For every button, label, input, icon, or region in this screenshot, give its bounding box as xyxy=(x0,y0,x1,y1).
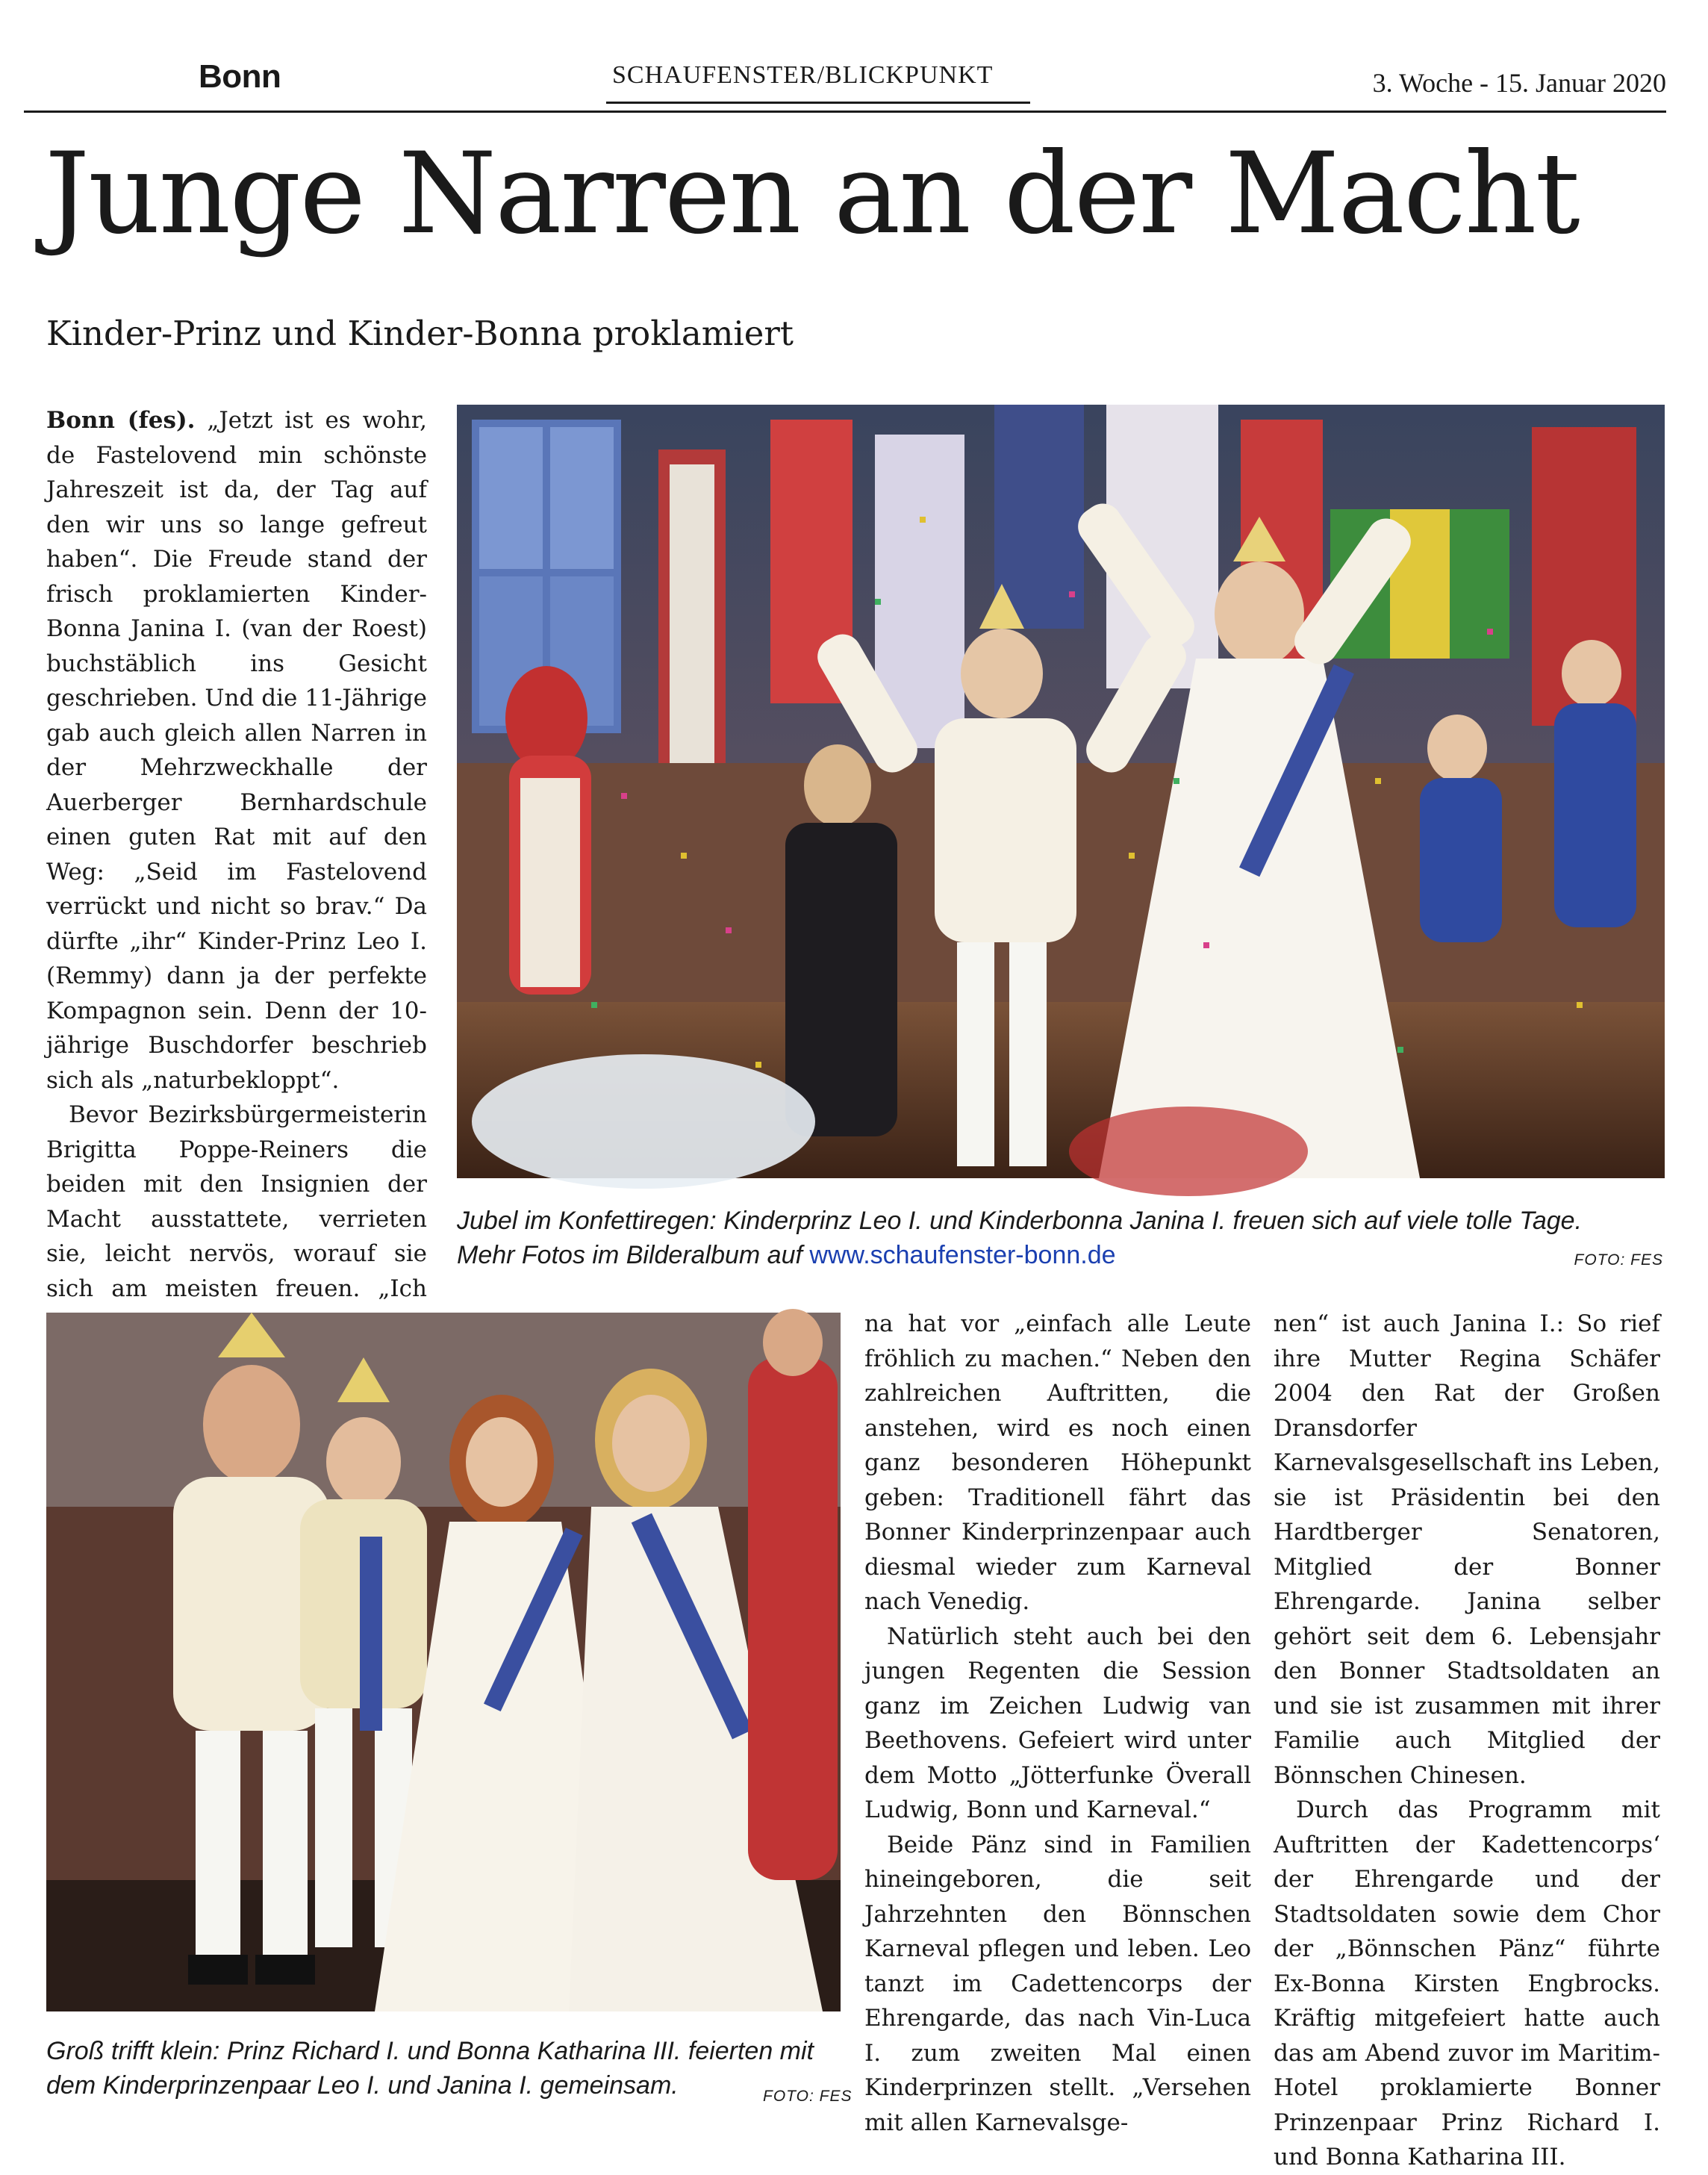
article-column-3 xyxy=(864,1307,1251,2136)
second-photo-caption: Groß trifft klein: Prinz Richard I. und Bonna Katharina III. feierten mit dem Kinderprinzenpaar Leo I. und Janina I. gemeinsam. xyxy=(46,2037,814,2100)
album-link[interactable]: www.schaufenster-bonn.de xyxy=(809,1241,1116,1269)
article-paragraph xyxy=(46,403,427,1098)
subheadline: Kinder-Prinz und Kinder-Bonna proklamiert xyxy=(46,314,794,353)
article-paragraph: Durch das Programm mit Auftritten der Kadettencorps‘ der Ehrengarde und der Stadtsoldaten sowie dem Chor der „Bönnschen Pänz“ führte Ex-Bonna Kirsten Engbrocks. Kräftig mitgefeiert hatte auch das am Abend zuvor im Maritim-Hotel proklamierte Bonner Prinzenpaar Prinz Richard I. und Bonna Katharina III. xyxy=(1274,1796,1660,2171)
article-lead: Bonn (fes). xyxy=(46,407,196,434)
header-date: 3. Woche - 15. Januar 2020 xyxy=(1372,68,1666,98)
header-rule xyxy=(24,111,1666,113)
main-photo-caption xyxy=(457,1204,1666,1272)
headline: Junge Narren an der Macht xyxy=(45,129,1579,259)
header-section-rule xyxy=(606,102,1030,104)
article-paragraph: Beide Pänz sind in Familien hineingeboren, die seit Jahrzehnten den Bönnschen Karneval pflegen und leben. Leo tanzt im Cadettencorps der Ehrengarde, das nach Vin-Luca I. zum zweiten Mal einen Kinderprinzen stellt. „Versehen mit allen Karnevalsge- xyxy=(864,1831,1251,2136)
article-paragraph: Natürlich steht auch bei den jungen Regenten die Session ganz im Zeichen Ludwig van Beethovens. Gefeiert wird unter dem Motto „Jötterfunke Överall Ludwig, Bonn und Karneval.“ xyxy=(864,1622,1251,1823)
header-section: SCHAUFENSTER/BLICKPUNKT xyxy=(612,61,994,89)
main-photo-credit: FOTO: FES xyxy=(1574,1251,1663,1269)
article-paragraph: Bevor Bezirksbürgermeisterin Brigitta Poppe-Reiners die beiden mit den Insignien der Macht ausstattete, verrieten sie, leicht nervös, worauf sie sich am meisten freuen. „Ich xyxy=(46,1101,427,1302)
article-paragraph: na hat vor „einfach alle Leute fröhlich zu machen.“ Neben den zahlreichen Auftritten, die anstehen, wird es noch einen ganz besonderen Höhepunkt geben: Traditionell fährt das Bonner Kinderprinzenpaar auch diesmal wieder zum Karneval nach Venedig. xyxy=(864,1310,1251,1615)
main-photo-caption-more: Mehr Fotos im Bilderalbum auf xyxy=(457,1241,802,1269)
second-photo-credit: FOTO: FES xyxy=(763,2088,853,2105)
article-column-1 xyxy=(46,403,428,1302)
article-column-4 xyxy=(1274,1307,1660,2171)
main-photo xyxy=(457,405,1665,1178)
second-photo-image xyxy=(46,1313,841,2011)
header-city: Bonn xyxy=(199,58,281,95)
main-photo-caption-text: Jubel im Konfettiregen: Kinderprinz Leo I. und Kinderbonna Janina I. freuen sich auf viele tolle Tage. xyxy=(457,1207,1583,1235)
main-photo-image xyxy=(457,405,1665,1178)
article-text: „Jetzt ist es wohr, de Fastelovend min schönste Jahreszeit ist da, der Tag auf den wir uns so lange gefreut haben“. Die Freude stand der frisch proklamierten Kinder-Bonna Janina I. (van der Roest) buchstäblich ins Gesicht geschrieben. Und die 11-Jährige gab auch gleich allen Narren in der Mehrzweckhalle der Auerberger Bernhardschule einen guten Rat mit auf den Weg: „Seid im Fastelovend verrückt und nicht so brav.“ Da dürfte „ihr“ Kinder-Prinz Leo I. (Remmy) dann ja der perfekte Kompagnon sein. Denn der 10-jährige Buschdorfer beschrieb sich als „naturbekloppt“. xyxy=(46,407,428,1094)
article-paragraph: nen“ ist auch Janina I.: So rief ihre Mutter Regina Schäfer 2004 den Rat der Großen Dransdorfer Karnevalsgesellschaft ins Leben, sie ist Präsidentin bei den Hardtberger Senatoren, Mitglied der Bonner Ehrengarde. Janina selber gehört seit dem 6. Lebensjahr den Bonner Stadtsoldaten an und sie ist zusammen mit ihrer Familie auch Mitglied der Bönnschen Chinesen. xyxy=(1274,1310,1660,1789)
second-photo xyxy=(46,1313,841,2011)
